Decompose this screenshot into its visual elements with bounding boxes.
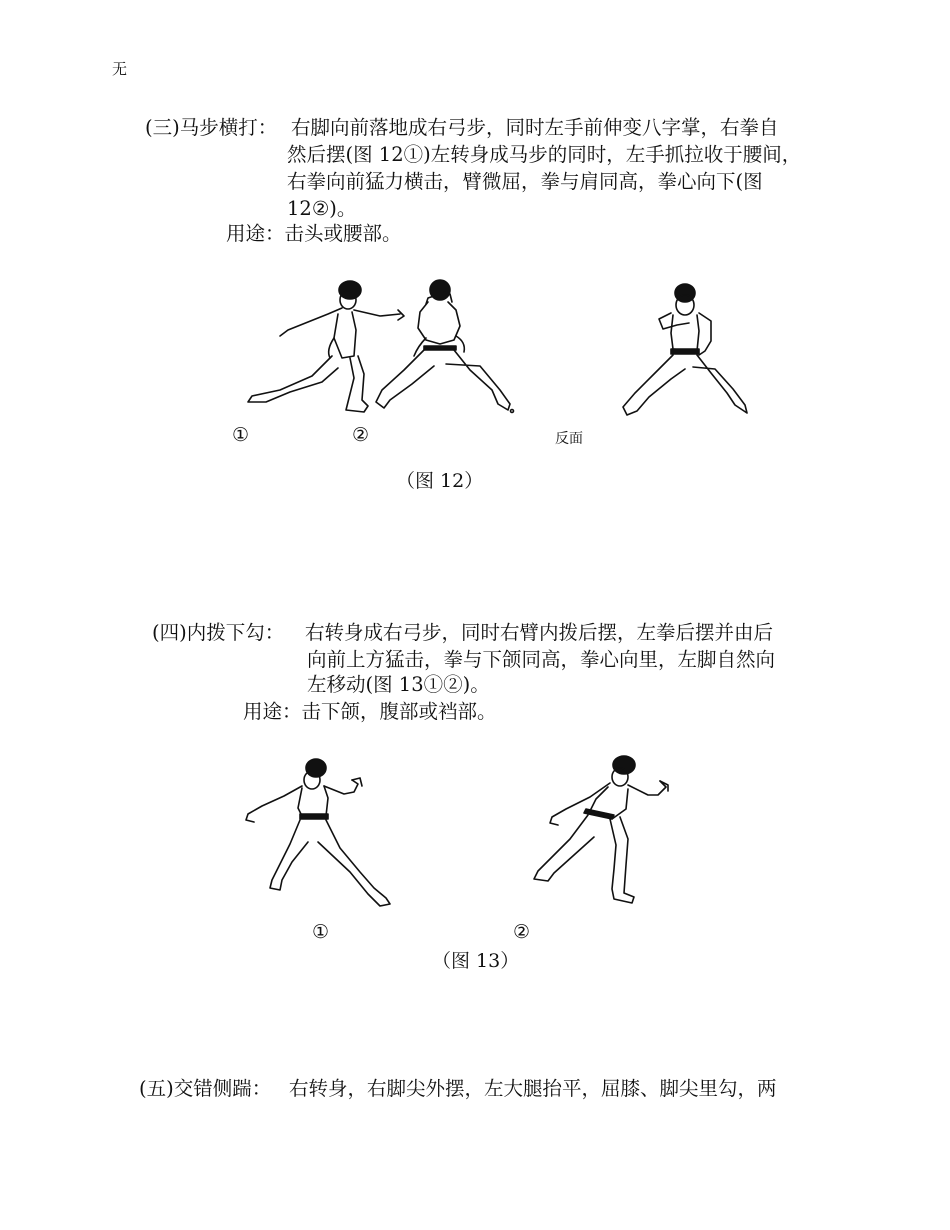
section4-line-1: 右转身成右弓步，同时右臂内拨后摆，左拳后摆并由后: [305, 621, 774, 644]
figure12-label-2: ②: [352, 424, 370, 446]
corner-mark: 无: [112, 60, 128, 78]
section5-line-1: 右转身，右脚尖外摆，左大腿抬平，屈膝、脚尖里勾，两: [289, 1077, 777, 1100]
figure12-caption: （图 12）: [396, 470, 484, 492]
section4-usage: 用途：击下颌，腹部或裆部。: [243, 700, 497, 723]
section4-line-2: 向前上方猛击，拳与下颌同高，拳心向里，左脚自然向: [307, 648, 776, 671]
section3-title: (三)马步横打：: [145, 116, 278, 139]
figure13-caption: （图 13）: [432, 950, 520, 972]
figure13-illustration-2: [530, 755, 675, 910]
section3-usage: 用途：击头或腰部。: [226, 222, 402, 245]
section3-line-1: 右脚向前落地成右弓步，同时左手前伸变八字掌，右拳自: [291, 116, 779, 139]
figure13-label-1: ①: [312, 921, 330, 943]
section3-line-3: 右拳向前猛力横击，臂微屈，拳与肩同高，拳心向下(图: [287, 170, 763, 193]
figure12-illustration: [230, 278, 520, 426]
figure12-side-label: 反面: [555, 431, 583, 447]
figure13-illustration-1: [240, 758, 395, 910]
figure13-label-2: ②: [513, 921, 531, 943]
section4-title: (四)内拨下勾：: [152, 621, 285, 644]
figure12-reverse-illustration: [615, 283, 750, 423]
section3-line-2: 然后摆(图 12①)左转身成马步的同时，左手抓拉收于腰间，: [287, 143, 802, 166]
figure12-label-1: ①: [232, 424, 250, 446]
section3-line-4: 12②)。: [287, 197, 357, 220]
section5-title: (五)交错侧踹：: [139, 1077, 272, 1100]
section4-line-3: 左移动(图 13①②)。: [307, 673, 490, 696]
